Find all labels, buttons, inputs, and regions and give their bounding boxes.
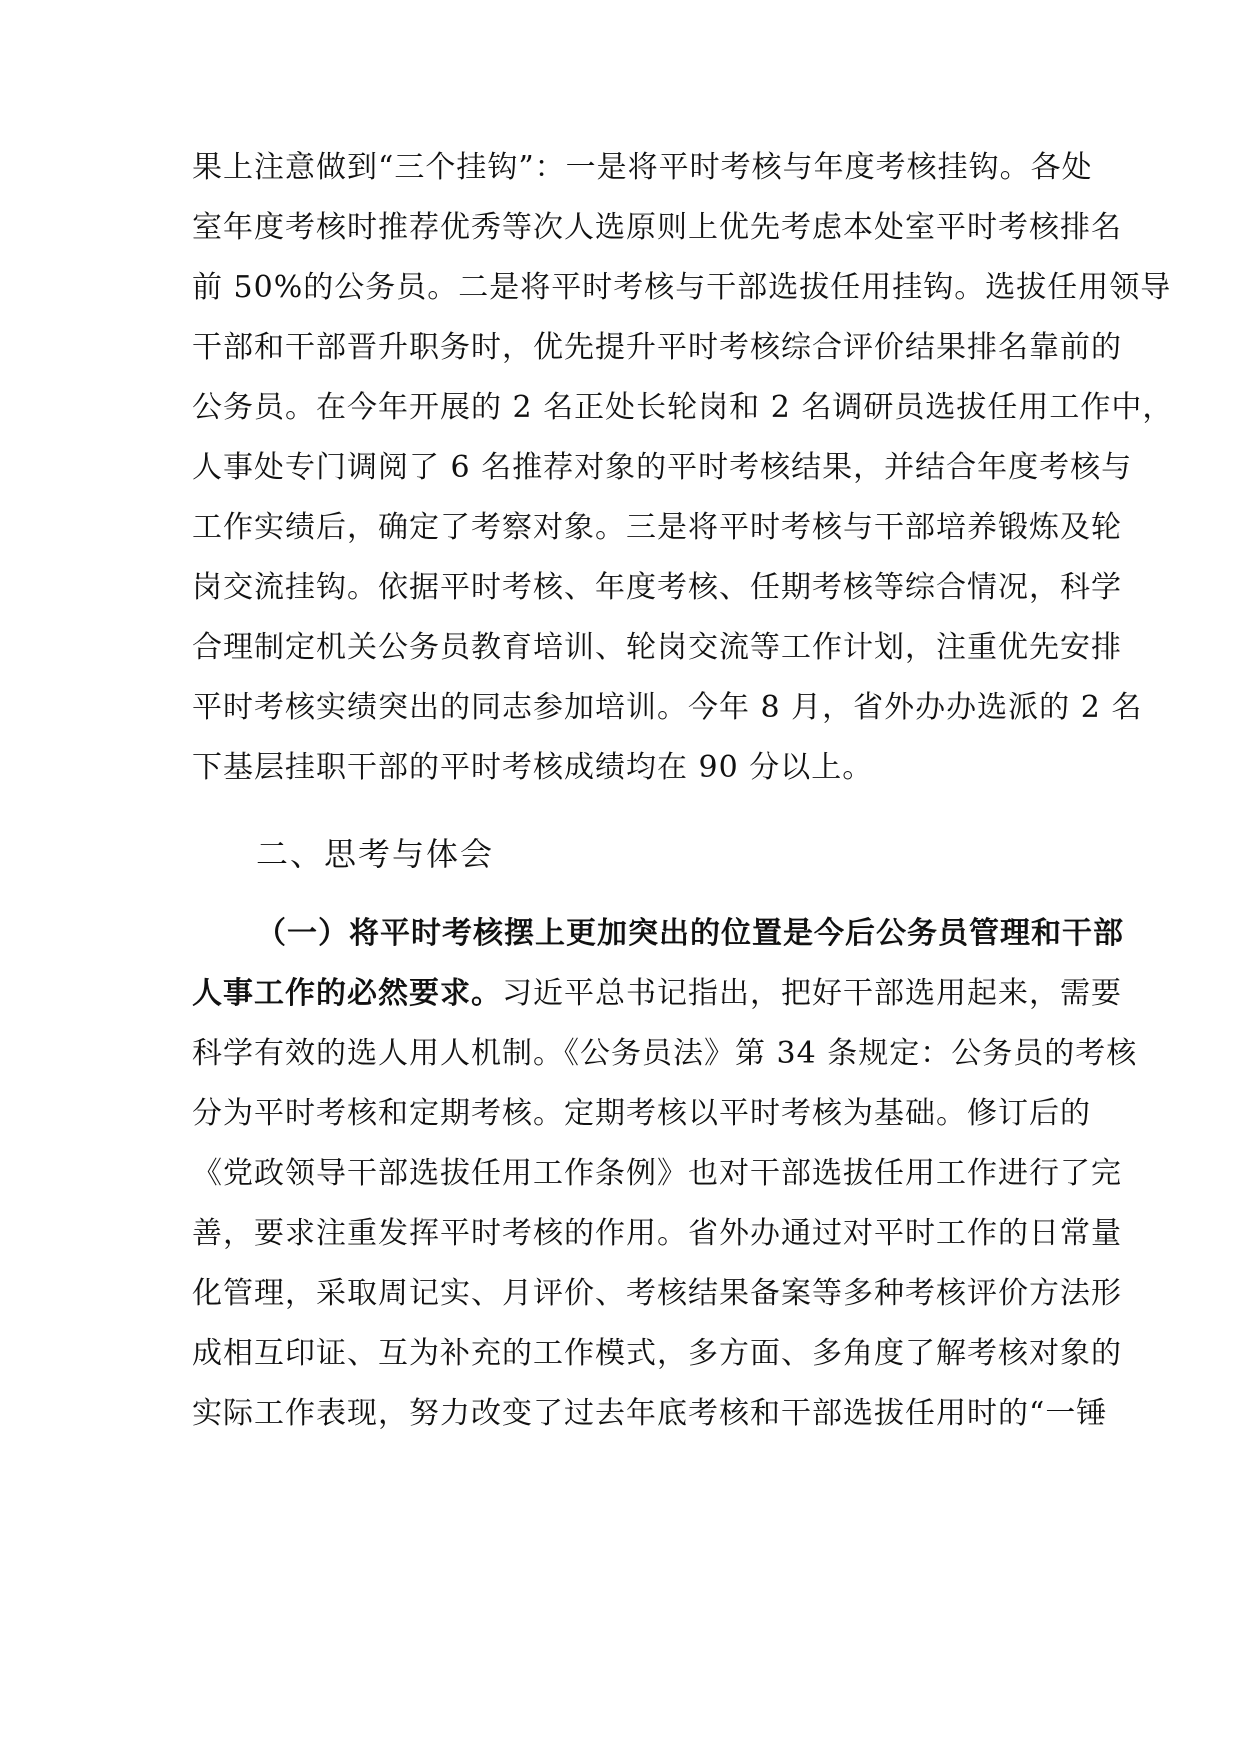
body-text-line: 室年度考核时推荐优秀等次人选原则上优先考虑本处室平时考核排名 — [192, 210, 1122, 245]
body-text-line: 化管理，采取周记实、月评价、考核结果备案等多种考核评价方法形 — [192, 1276, 1122, 1311]
body-text-line: 公务员。在今年开展的 2 名正处长轮岗和 2 名调研员选拔任用工作中， — [192, 390, 1174, 425]
body-text-line: 果上注意做到“三个挂钩”：一是将平时考核与年度考核挂钩。各处 — [192, 150, 1093, 185]
body-text-line: 善，要求注重发挥平时考核的作用。省外办通过对平时工作的日常量 — [192, 1216, 1122, 1251]
body-text-line: 工作实绩后，确定了考察对象。三是将平时考核与干部培养锻炼及轮 — [192, 510, 1122, 545]
body-text-inline: 习近平总书记指出，把好干部选用起来，需要 — [502, 976, 1122, 1011]
subheading-bold-text: 人事工作的必然要求。 — [192, 976, 502, 1011]
subheading-line: （一）将平时考核摆上更加突出的位置是今后公务员管理和干部 — [256, 916, 1124, 951]
section-heading: 二、思考与体会 — [256, 835, 495, 873]
body-text-line: 下基层挂职干部的平时考核成绩均在 90 分以上。 — [192, 750, 874, 785]
body-text-line: 成相互印证、互为补充的工作模式，多方面、多角度了解考核对象的 — [192, 1336, 1122, 1371]
body-text-line: 平时考核实绩突出的同志参加培训。今年 8 月，省外办办选派的 2 名 — [192, 690, 1143, 725]
body-text-line: 岗交流挂钩。依据平时考核、年度考核、任期考核等综合情况，科学 — [192, 570, 1122, 605]
body-text-line: 前 50%的公务员。二是将平时考核与干部选拔任用挂钩。选拔任用领导 — [192, 270, 1172, 305]
body-text-line: 干部和干部晋升职务时，优先提升平时考核综合评价结果排名靠前的 — [192, 330, 1122, 365]
body-text-line: 《党政领导干部选拔任用工作条例》也对干部选拔任用工作进行了完 — [192, 1156, 1122, 1191]
body-text-line: 实际工作表现，努力改变了过去年底考核和干部选拔任用时的“一锤 — [192, 1396, 1108, 1431]
body-text-line: 科学有效的选人用人机制。《公务员法》第 34 条规定：公务员的考核 — [192, 1036, 1138, 1071]
body-text-line: 分为平时考核和定期考核。定期考核以平时考核为基础。修订后的 — [192, 1096, 1091, 1131]
body-text-line: 合理制定机关公务员教育培训、轮岗交流等工作计划，注重优先安排 — [192, 630, 1122, 665]
subheading-continuation-line — [192, 976, 1122, 1012]
body-text-line: 人事处专门调阅了 6 名推荐对象的平时考核结果，并结合年度考核与 — [192, 450, 1133, 485]
